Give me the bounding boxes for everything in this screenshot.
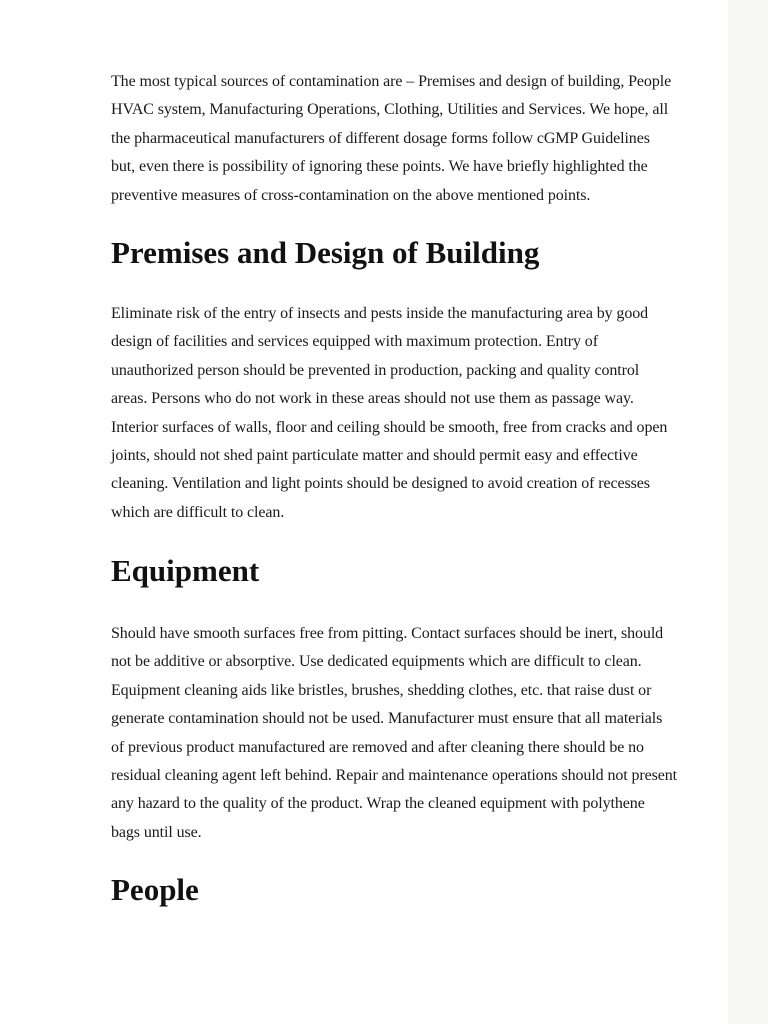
text-line: any hazard to the quality of the product. Wrap the cleaned equipment with polythene xyxy=(111,795,645,813)
premises-paragraph xyxy=(111,300,751,527)
text-line: joints, should not shed paint particulate matter and should permit easy and effective xyxy=(111,446,638,464)
text-line: HVAC system, Manufacturing Operations, Clothing, Utilities and Services. We hope, all xyxy=(111,101,669,119)
text-line: unauthorized person should be prevented in production, packing and quality control xyxy=(111,361,640,379)
text-line: Should have smooth surfaces free from pitting. Contact surfaces should be inert, should xyxy=(111,625,664,643)
text-line: The most typical sources of contamination are – Premises and design of building, People xyxy=(111,73,672,90)
text-line: the pharmaceutical manufacturers of different dosage forms follow cGMP Guidelines xyxy=(111,129,650,147)
text-line: Eliminate risk of the entry of insects and pests inside the manufacturing area by good xyxy=(111,304,649,322)
text-line: cleaning. Ventilation and light points should be designed to avoid creation of recesses xyxy=(111,475,650,493)
text-line: of previous product manufactured are removed and after cleaning there should be no xyxy=(111,738,644,756)
text-line: Equipment cleaning aids like bristles, brushes, shedding clothes, etc. that raise dust or xyxy=(111,681,652,699)
text-line: preventive measures of cross-contamination on the above mentioned points. xyxy=(111,186,591,204)
intro-paragraph xyxy=(111,68,751,210)
text-line: bags until use. xyxy=(111,823,202,841)
text-line: residual cleaning agent left behind. Repair and maintenance operations should not present xyxy=(111,767,678,785)
document-content xyxy=(111,68,751,910)
text-line: design of facilities and services equipped with maximum protection. Entry of xyxy=(111,333,598,351)
section-heading-premises: Premises and Design of Building xyxy=(111,234,540,270)
page-right-margin xyxy=(728,0,768,1024)
text-line: which are difficult to clean. xyxy=(111,503,285,521)
text-line: but, even there is possibility of ignoring these points. We have briefly highlighted the xyxy=(111,158,648,176)
section-heading-equipment: Equipment xyxy=(111,553,260,589)
text-line: not be additive or absorptive. Use dedicated equipments which are difficult to clean. xyxy=(111,653,642,671)
text-line: Interior surfaces of walls, floor and ceiling should be smooth, free from cracks and open xyxy=(111,418,668,436)
text-line: generate contamination should not be used. Manufacturer must ensure that all materials xyxy=(111,710,663,728)
section-heading-people: People xyxy=(111,872,199,908)
text-line: areas. Persons who do not work in these areas should not use them as passage way. xyxy=(111,390,634,408)
equipment-paragraph xyxy=(111,620,751,847)
